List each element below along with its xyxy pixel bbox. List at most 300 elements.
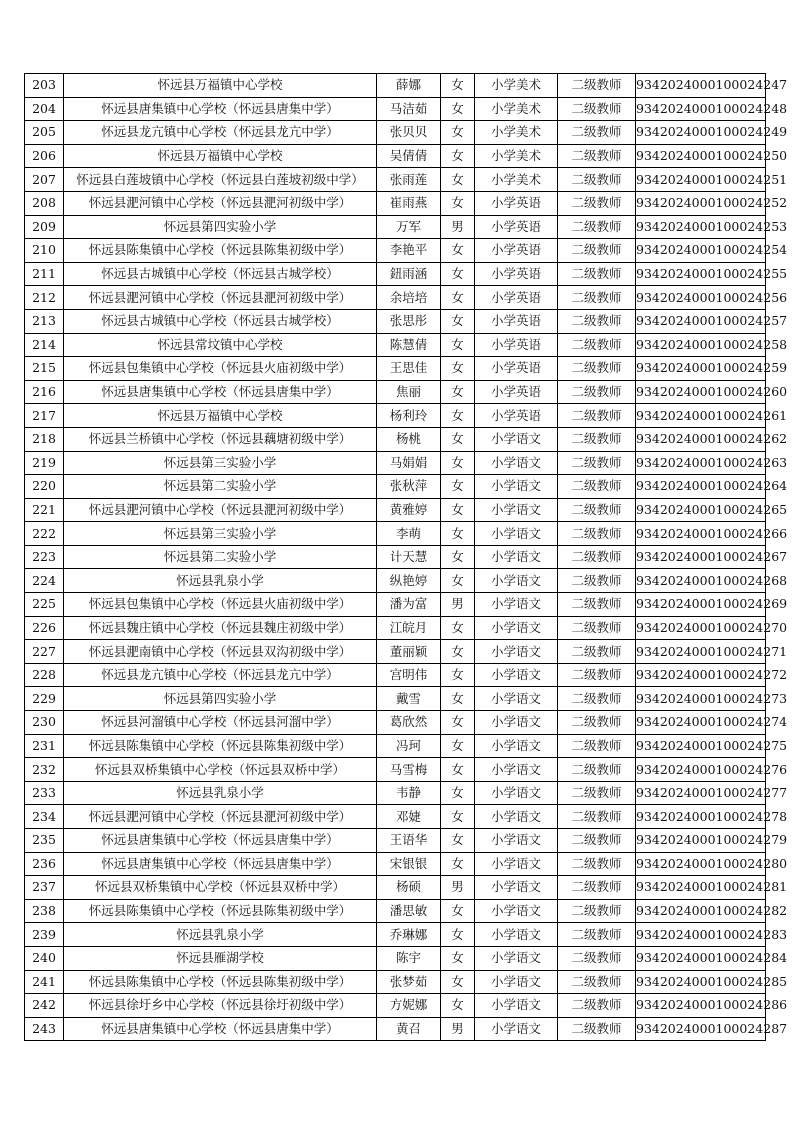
certificate-number-cell: 9342024000100024287: [636, 1017, 766, 1041]
certificate-number-cell: 9342024000100024271: [636, 640, 766, 664]
subject-cell: 小学语文: [475, 451, 558, 475]
row-number-cell: 236: [25, 852, 64, 876]
row-number-cell: 226: [25, 616, 64, 640]
school-name-cell: 怀远县唐集镇中心学校（怀远县唐集中学）: [64, 380, 377, 404]
row-number-cell: 210: [25, 239, 64, 263]
teacher-name-cell: 葛欣然: [377, 711, 441, 735]
subject-cell: 小学语文: [475, 923, 558, 947]
table-row: [25, 309, 766, 333]
table-row: [25, 640, 766, 664]
teacher-name-cell: 冯珂: [377, 734, 441, 758]
subject-cell: 小学语文: [475, 663, 558, 687]
subject-cell: 小学语文: [475, 711, 558, 735]
school-name-cell: 怀远县常坟镇中心学校: [64, 333, 377, 357]
table-row: [25, 191, 766, 215]
gender-cell: 女: [441, 899, 475, 923]
row-number-cell: 206: [25, 144, 64, 168]
row-number-cell: 205: [25, 121, 64, 145]
certificate-number-cell: 9342024000100024254: [636, 239, 766, 263]
job-title-cell: 二级教师: [558, 593, 636, 617]
row-number-cell: 214: [25, 333, 64, 357]
job-title-cell: 二级教师: [558, 333, 636, 357]
certificate-number-cell: 9342024000100024258: [636, 333, 766, 357]
school-name-cell: 怀远县魏庄镇中心学校（怀远县魏庄初级中学）: [64, 616, 377, 640]
subject-cell: 小学英语: [475, 309, 558, 333]
gender-cell: 女: [441, 239, 475, 263]
row-number-cell: 240: [25, 946, 64, 970]
certificate-number-cell: 9342024000100024269: [636, 593, 766, 617]
job-title-cell: 二级教师: [558, 569, 636, 593]
job-title-cell: 二级教师: [558, 852, 636, 876]
job-title-cell: 二级教师: [558, 168, 636, 192]
certificate-number-cell: 9342024000100024273: [636, 687, 766, 711]
school-name-cell: 怀远县兰桥镇中心学校（怀远县藕塘初级中学）: [64, 427, 377, 451]
teacher-name-cell: 董丽颖: [377, 640, 441, 664]
job-title-cell: 二级教师: [558, 380, 636, 404]
certificate-number-cell: 9342024000100024268: [636, 569, 766, 593]
certificate-number-cell: 9342024000100024267: [636, 545, 766, 569]
certificate-number-cell: 9342024000100024283: [636, 923, 766, 947]
table-row: [25, 215, 766, 239]
certificate-number-cell: 9342024000100024276: [636, 758, 766, 782]
school-name-cell: 怀远县淝河镇中心学校（怀远县淝河初级中学）: [64, 805, 377, 829]
gender-cell: 女: [441, 404, 475, 428]
school-name-cell: 怀远县陈集镇中心学校（怀远县陈集初级中学）: [64, 734, 377, 758]
certificate-number-cell: 9342024000100024279: [636, 829, 766, 853]
subject-cell: 小学美术: [475, 121, 558, 145]
subject-cell: 小学语文: [475, 475, 558, 499]
row-number-cell: 228: [25, 663, 64, 687]
table-row: [25, 805, 766, 829]
teacher-name-cell: 鈕雨涵: [377, 262, 441, 286]
job-title-cell: 二级教师: [558, 781, 636, 805]
teacher-name-cell: 邓婕: [377, 805, 441, 829]
subject-cell: 小学美术: [475, 168, 558, 192]
subject-cell: 小学英语: [475, 286, 558, 310]
subject-cell: 小学语文: [475, 852, 558, 876]
gender-cell: 女: [441, 74, 475, 98]
teacher-name-cell: 戴雪: [377, 687, 441, 711]
row-number-cell: 223: [25, 545, 64, 569]
school-name-cell: 怀远县第四实验小学: [64, 687, 377, 711]
job-title-cell: 二级教师: [558, 805, 636, 829]
teacher-name-cell: 薛娜: [377, 74, 441, 98]
gender-cell: 女: [441, 144, 475, 168]
subject-cell: 小学语文: [475, 970, 558, 994]
school-name-cell: 怀远县双桥集镇中心学校（怀远县双桥中学）: [64, 876, 377, 900]
row-number-cell: 237: [25, 876, 64, 900]
job-title-cell: 二级教师: [558, 427, 636, 451]
table-row: [25, 522, 766, 546]
subject-cell: 小学语文: [475, 569, 558, 593]
certificate-number-cell: 9342024000100024250: [636, 144, 766, 168]
subject-cell: 小学语文: [475, 593, 558, 617]
table-row: [25, 475, 766, 499]
teacher-name-cell: 万军: [377, 215, 441, 239]
gender-cell: 女: [441, 545, 475, 569]
gender-cell: 男: [441, 1017, 475, 1041]
row-number-cell: 243: [25, 1017, 64, 1041]
certificate-number-cell: 9342024000100024265: [636, 498, 766, 522]
job-title-cell: 二级教师: [558, 239, 636, 263]
table-row: [25, 1017, 766, 1041]
table-row: [25, 734, 766, 758]
gender-cell: 女: [441, 262, 475, 286]
certificate-number-cell: 9342024000100024275: [636, 734, 766, 758]
certificate-number-cell: 9342024000100024251: [636, 168, 766, 192]
gender-cell: 女: [441, 923, 475, 947]
certificate-number-cell: 9342024000100024266: [636, 522, 766, 546]
teacher-name-cell: 方妮娜: [377, 994, 441, 1018]
subject-cell: 小学语文: [475, 545, 558, 569]
school-name-cell: 怀远县包集镇中心学校（怀远县火庙初级中学）: [64, 593, 377, 617]
table-row: [25, 404, 766, 428]
row-number-cell: 234: [25, 805, 64, 829]
gender-cell: 男: [441, 215, 475, 239]
school-name-cell: 怀远县万福镇中心学校: [64, 404, 377, 428]
teacher-name-cell: 江皖月: [377, 616, 441, 640]
job-title-cell: 二级教师: [558, 74, 636, 98]
subject-cell: 小学语文: [475, 498, 558, 522]
roster-body: [25, 74, 788, 1041]
teacher-name-cell: 张贝贝: [377, 121, 441, 145]
certificate-number-cell: 9342024000100024259: [636, 357, 766, 381]
gender-cell: 女: [441, 711, 475, 735]
subject-cell: 小学语文: [475, 758, 558, 782]
certificate-number-cell: 9342024000100024252: [636, 191, 766, 215]
subject-cell: 小学美术: [475, 97, 558, 121]
certificate-number-cell: 9342024000100024270: [636, 616, 766, 640]
teacher-name-cell: 韦静: [377, 781, 441, 805]
row-number-cell: 212: [25, 286, 64, 310]
teacher-name-cell: 张雨莲: [377, 168, 441, 192]
certificate-number-cell: 9342024000100024260: [636, 380, 766, 404]
row-number-cell: 224: [25, 569, 64, 593]
subject-cell: 小学语文: [475, 994, 558, 1018]
subject-cell: 小学语文: [475, 781, 558, 805]
gender-cell: 男: [441, 876, 475, 900]
job-title-cell: 二级教师: [558, 404, 636, 428]
row-number-cell: 221: [25, 498, 64, 522]
subject-cell: 小学语文: [475, 640, 558, 664]
subject-cell: 小学语文: [475, 946, 558, 970]
job-title-cell: 二级教师: [558, 1017, 636, 1041]
certificate-number-cell: 9342024000100024253: [636, 215, 766, 239]
gender-cell: 男: [441, 593, 475, 617]
subject-cell: 小学语文: [475, 805, 558, 829]
table-row: [25, 545, 766, 569]
table-row: [25, 333, 766, 357]
certificate-number-cell: 9342024000100024256: [636, 286, 766, 310]
school-name-cell: 怀远县龙亢镇中心学校（怀远县龙亢中学）: [64, 121, 377, 145]
teacher-name-cell: 宋银银: [377, 852, 441, 876]
certificate-number-cell: 9342024000100024286: [636, 994, 766, 1018]
job-title-cell: 二级教师: [558, 498, 636, 522]
row-number-cell: 229: [25, 687, 64, 711]
gender-cell: 女: [441, 286, 475, 310]
row-number-cell: 233: [25, 781, 64, 805]
gender-cell: 女: [441, 97, 475, 121]
teacher-name-cell: 李萌: [377, 522, 441, 546]
school-name-cell: 怀远县淝河镇中心学校（怀远县淝河初级中学）: [64, 286, 377, 310]
teacher-name-cell: 马娟娟: [377, 451, 441, 475]
gender-cell: 女: [441, 852, 475, 876]
job-title-cell: 二级教师: [558, 215, 636, 239]
certificate-number-cell: 9342024000100024264: [636, 475, 766, 499]
table-row: [25, 876, 766, 900]
table-row: [25, 262, 766, 286]
gender-cell: 女: [441, 805, 475, 829]
table-row: [25, 758, 766, 782]
job-title-cell: 二级教师: [558, 309, 636, 333]
table-row: [25, 829, 766, 853]
school-name-cell: 怀远县乳泉小学: [64, 781, 377, 805]
school-name-cell: 怀远县双桥集镇中心学校（怀远县双桥中学）: [64, 758, 377, 782]
row-number-cell: 241: [25, 970, 64, 994]
row-number-cell: 211: [25, 262, 64, 286]
gender-cell: 女: [441, 616, 475, 640]
job-title-cell: 二级教师: [558, 923, 636, 947]
subject-cell: 小学语文: [475, 734, 558, 758]
teacher-name-cell: 王思佳: [377, 357, 441, 381]
table-row: [25, 663, 766, 687]
job-title-cell: 二级教师: [558, 545, 636, 569]
subject-cell: 小学英语: [475, 191, 558, 215]
table-row: [25, 946, 766, 970]
school-name-cell: 怀远县第三实验小学: [64, 522, 377, 546]
subject-cell: 小学英语: [475, 404, 558, 428]
gender-cell: 女: [441, 829, 475, 853]
gender-cell: 女: [441, 734, 475, 758]
table-row: [25, 569, 766, 593]
gender-cell: 女: [441, 994, 475, 1018]
subject-cell: 小学语文: [475, 522, 558, 546]
gender-cell: 女: [441, 781, 475, 805]
certificate-number-cell: 9342024000100024261: [636, 404, 766, 428]
row-number-cell: 204: [25, 97, 64, 121]
subject-cell: 小学语文: [475, 1017, 558, 1041]
row-number-cell: 227: [25, 640, 64, 664]
job-title-cell: 二级教师: [558, 191, 636, 215]
subject-cell: 小学语文: [475, 616, 558, 640]
table-row: [25, 994, 766, 1018]
row-number-cell: 209: [25, 215, 64, 239]
job-title-cell: 二级教师: [558, 522, 636, 546]
school-name-cell: 怀远县淝南镇中心学校（怀远县双沟初级中学）: [64, 640, 377, 664]
row-number-cell: 216: [25, 380, 64, 404]
table-row: [25, 498, 766, 522]
teacher-name-cell: 杨利玲: [377, 404, 441, 428]
certificate-number-cell: 9342024000100024262: [636, 427, 766, 451]
school-name-cell: 怀远县淝河镇中心学校（怀远县淝河初级中学）: [64, 498, 377, 522]
job-title-cell: 二级教师: [558, 262, 636, 286]
job-title-cell: 二级教师: [558, 640, 636, 664]
school-name-cell: 怀远县万福镇中心学校: [64, 144, 377, 168]
teacher-name-cell: 纵艳婷: [377, 569, 441, 593]
table-row: [25, 239, 766, 263]
gender-cell: 女: [441, 569, 475, 593]
gender-cell: 女: [441, 946, 475, 970]
certificate-number-cell: 9342024000100024282: [636, 899, 766, 923]
job-title-cell: 二级教师: [558, 663, 636, 687]
school-name-cell: 怀远县淝河镇中心学校（怀远县淝河初级中学）: [64, 191, 377, 215]
teacher-name-cell: 潘为富: [377, 593, 441, 617]
row-number-cell: 232: [25, 758, 64, 782]
job-title-cell: 二级教师: [558, 758, 636, 782]
table-row: [25, 168, 766, 192]
teacher-name-cell: 焦丽: [377, 380, 441, 404]
gender-cell: 女: [441, 663, 475, 687]
certificate-number-cell: 9342024000100024263: [636, 451, 766, 475]
row-number-cell: 222: [25, 522, 64, 546]
teacher-name-cell: 吴倩倩: [377, 144, 441, 168]
teacher-name-cell: 崔雨燕: [377, 191, 441, 215]
teacher-name-cell: 陈宇: [377, 946, 441, 970]
teacher-name-cell: 张秋萍: [377, 475, 441, 499]
teacher-name-cell: 李艳平: [377, 239, 441, 263]
subject-cell: 小学英语: [475, 239, 558, 263]
table-row: [25, 121, 766, 145]
gender-cell: 女: [441, 168, 475, 192]
certificate-number-cell: 9342024000100024274: [636, 711, 766, 735]
gender-cell: 女: [441, 475, 475, 499]
school-name-cell: 怀远县唐集镇中心学校（怀远县唐集中学）: [64, 97, 377, 121]
school-name-cell: 怀远县第四实验小学: [64, 215, 377, 239]
school-name-cell: 怀远县唐集镇中心学校（怀远县唐集中学）: [64, 852, 377, 876]
job-title-cell: 二级教师: [558, 616, 636, 640]
table-row: [25, 144, 766, 168]
row-number-cell: 213: [25, 309, 64, 333]
certificate-number-cell: 9342024000100024249: [636, 121, 766, 145]
school-name-cell: 怀远县第二实验小学: [64, 545, 377, 569]
teacher-name-cell: 王语华: [377, 829, 441, 853]
certificate-number-cell: 9342024000100024272: [636, 663, 766, 687]
gender-cell: 女: [441, 687, 475, 711]
gender-cell: 女: [441, 357, 475, 381]
school-name-cell: 怀远县乳泉小学: [64, 923, 377, 947]
subject-cell: 小学英语: [475, 357, 558, 381]
certificate-number-cell: 9342024000100024255: [636, 262, 766, 286]
teacher-name-cell: 杨桃: [377, 427, 441, 451]
table-row: [25, 97, 766, 121]
school-name-cell: 怀远县河溜镇中心学校（怀远县河溜中学）: [64, 711, 377, 735]
table-row: [25, 357, 766, 381]
gender-cell: 女: [441, 121, 475, 145]
school-name-cell: 怀远县陈集镇中心学校（怀远县陈集初级中学）: [64, 970, 377, 994]
school-name-cell: 怀远县第二实验小学: [64, 475, 377, 499]
gender-cell: 女: [441, 640, 475, 664]
row-number-cell: 235: [25, 829, 64, 853]
teacher-name-cell: 潘思敏: [377, 899, 441, 923]
teacher-roster-table: [24, 73, 788, 1041]
certificate-number-cell: 9342024000100024281: [636, 876, 766, 900]
table-row: [25, 781, 766, 805]
school-name-cell: 怀远县陈集镇中心学校（怀远县陈集初级中学）: [64, 899, 377, 923]
gender-cell: 女: [441, 451, 475, 475]
school-name-cell: 怀远县徐圩乡中心学校（怀远县徐圩初级中学）: [64, 994, 377, 1018]
certificate-number-cell: 9342024000100024247: [636, 74, 766, 98]
job-title-cell: 二级教师: [558, 899, 636, 923]
job-title-cell: 二级教师: [558, 946, 636, 970]
gender-cell: 女: [441, 522, 475, 546]
school-name-cell: 怀远县第三实验小学: [64, 451, 377, 475]
job-title-cell: 二级教师: [558, 687, 636, 711]
teacher-name-cell: 黄召: [377, 1017, 441, 1041]
school-name-cell: 怀远县陈集镇中心学校（怀远县陈集初级中学）: [64, 239, 377, 263]
subject-cell: 小学语文: [475, 427, 558, 451]
gender-cell: 女: [441, 427, 475, 451]
row-number-cell: 203: [25, 74, 64, 98]
table-row: [25, 593, 766, 617]
school-name-cell: 怀远县乳泉小学: [64, 569, 377, 593]
subject-cell: 小学语文: [475, 876, 558, 900]
teacher-name-cell: 马雪梅: [377, 758, 441, 782]
table-row: [25, 923, 766, 947]
certificate-number-cell: 9342024000100024280: [636, 852, 766, 876]
teacher-name-cell: 张思彤: [377, 309, 441, 333]
table-row: [25, 74, 766, 98]
subject-cell: 小学英语: [475, 380, 558, 404]
table-row: [25, 852, 766, 876]
certificate-number-cell: 9342024000100024284: [636, 946, 766, 970]
school-name-cell: 怀远县白莲坡镇中心学校（怀远县白莲坡初级中学）: [64, 168, 377, 192]
certificate-number-cell: 9342024000100024248: [636, 97, 766, 121]
row-number-cell: 238: [25, 899, 64, 923]
row-number-cell: 217: [25, 404, 64, 428]
subject-cell: 小学英语: [475, 215, 558, 239]
teacher-name-cell: 张梦茹: [377, 970, 441, 994]
teacher-name-cell: 计天慧: [377, 545, 441, 569]
table-row: [25, 687, 766, 711]
row-number-cell: 207: [25, 168, 64, 192]
job-title-cell: 二级教师: [558, 970, 636, 994]
teacher-name-cell: 马洁茹: [377, 97, 441, 121]
row-number-cell: 219: [25, 451, 64, 475]
gender-cell: 女: [441, 380, 475, 404]
row-number-cell: 215: [25, 357, 64, 381]
job-title-cell: 二级教师: [558, 711, 636, 735]
school-name-cell: 怀远县唐集镇中心学校（怀远县唐集中学）: [64, 829, 377, 853]
subject-cell: 小学语文: [475, 899, 558, 923]
gender-cell: 女: [441, 970, 475, 994]
school-name-cell: 怀远县龙亢镇中心学校（怀远县龙亢中学）: [64, 663, 377, 687]
subject-cell: 小学语文: [475, 687, 558, 711]
job-title-cell: 二级教师: [558, 475, 636, 499]
gender-cell: 女: [441, 758, 475, 782]
row-number-cell: 242: [25, 994, 64, 1018]
school-name-cell: 怀远县雁湖学校: [64, 946, 377, 970]
certificate-number-cell: 9342024000100024285: [636, 970, 766, 994]
teacher-name-cell: 余培培: [377, 286, 441, 310]
school-name-cell: 怀远县包集镇中心学校（怀远县火庙初级中学）: [64, 357, 377, 381]
table-row: [25, 427, 766, 451]
row-number-cell: 231: [25, 734, 64, 758]
teacher-name-cell: 宫明伟: [377, 663, 441, 687]
gender-cell: 女: [441, 333, 475, 357]
row-number-cell: 208: [25, 191, 64, 215]
subject-cell: 小学美术: [475, 74, 558, 98]
job-title-cell: 二级教师: [558, 144, 636, 168]
table-row: [25, 451, 766, 475]
row-number-cell: 230: [25, 711, 64, 735]
job-title-cell: 二级教师: [558, 994, 636, 1018]
table-row: [25, 899, 766, 923]
teacher-name-cell: 乔琳娜: [377, 923, 441, 947]
subject-cell: 小学英语: [475, 333, 558, 357]
subject-cell: 小学语文: [475, 829, 558, 853]
job-title-cell: 二级教师: [558, 357, 636, 381]
school-name-cell: 怀远县古城镇中心学校（怀远县古城学校）: [64, 309, 377, 333]
